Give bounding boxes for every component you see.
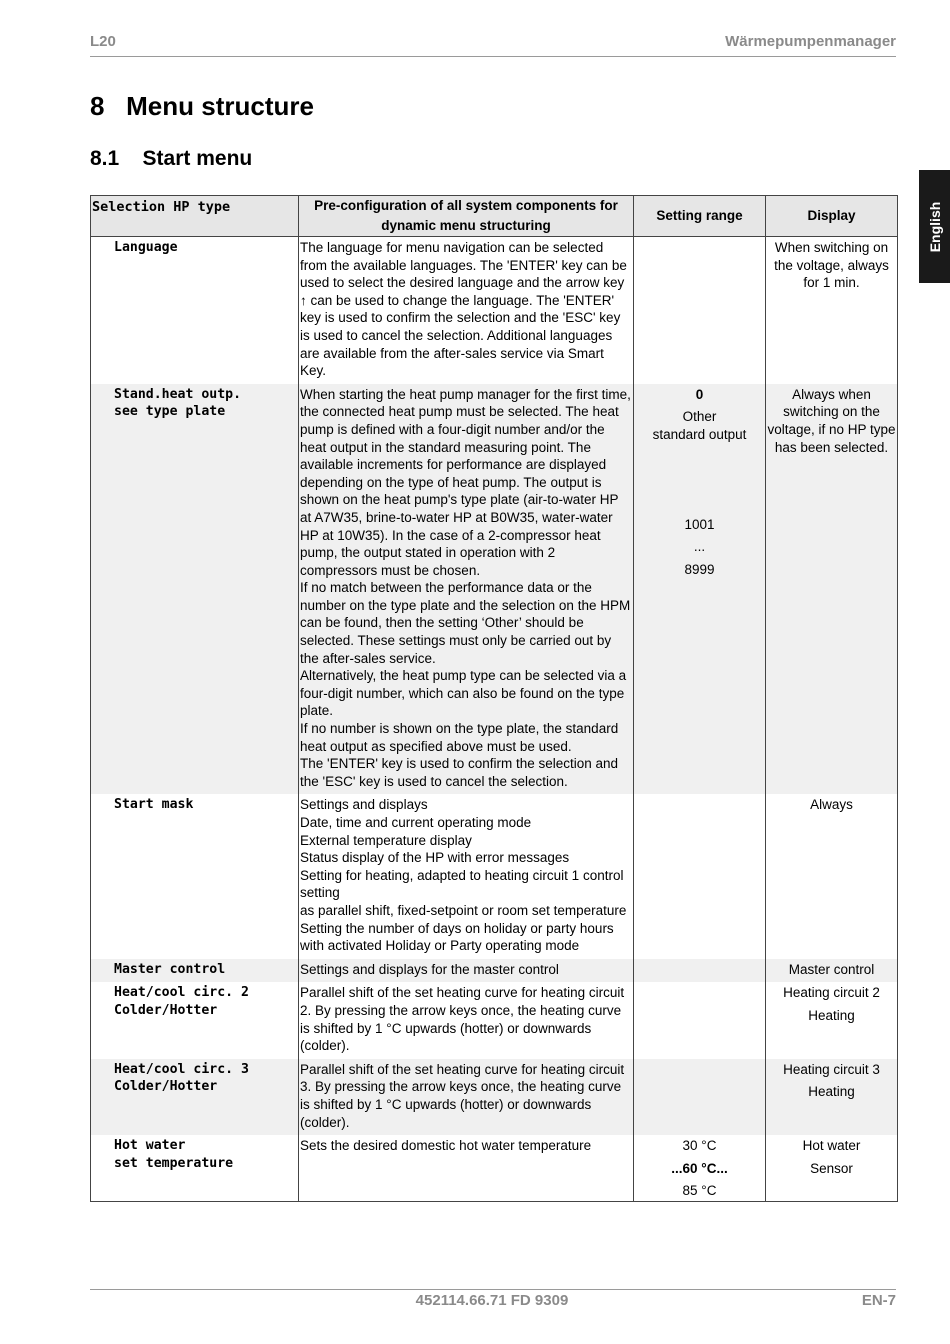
header-menu: Selection HP type — [91, 196, 299, 237]
display-cell — [766, 1059, 898, 1135]
footer-doc-number: 452114.66.71 FD 9309 — [415, 1292, 569, 1309]
table-row — [91, 959, 898, 983]
setting-value: 8999 — [684, 561, 715, 577]
chapter-title: Menu structure — [126, 91, 314, 121]
header-setting-range: Setting range — [634, 196, 766, 237]
description-cell: Settings and displays for the master control — [299, 959, 634, 983]
menu-label: Heat/cool circ. 2 — [114, 985, 249, 1001]
display-value: Heating circuit 3 — [783, 1061, 880, 1077]
menu-item-start-mask — [91, 794, 299, 958]
display-cell: Always when switching on the voltage, if no HP type has been selected. — [766, 384, 898, 795]
header-title: Wärmepumpenmanager — [725, 33, 896, 50]
display-cell: Master control — [766, 959, 898, 983]
header-product: L20 — [90, 33, 116, 50]
menu-item-language — [91, 237, 299, 384]
setting-value: ... — [693, 539, 706, 555]
table-row — [91, 384, 898, 795]
table-row — [91, 1135, 898, 1201]
menu-item-hot-water — [91, 1135, 299, 1201]
description-paragraph: If no match between the performance data or the number on the type plate and the selection on the HPM can be found, then the setting ‘Other’ should be selected. These settings must only be carried out by the after-sales service. — [300, 580, 631, 666]
description-cell: Parallel shift of the set heating curve for heating circuit 2. By pressing the arrow keys once, the heating curve is shifted by 1 °C upwards (hotter) or downwards (colder). — [299, 982, 634, 1058]
setting-cell — [634, 384, 766, 795]
setting-value: Other — [682, 409, 717, 425]
setting-cell — [634, 1135, 766, 1201]
menu-sublabel: set temperature — [114, 1155, 234, 1171]
setting-value: ...60 °C... — [671, 1160, 728, 1176]
description-paragraph: If no number is shown on the type plate, the standard heat output as specified above must be used. — [300, 721, 619, 754]
menu-sublabel: Colder/Hotter — [114, 1002, 218, 1018]
display-cell: When switching on the voltage, always for 1 min. — [766, 237, 898, 384]
menu-item-master-control — [91, 959, 299, 983]
menu-label: Stand.heat outp. — [114, 386, 242, 402]
menu-label: Language — [114, 240, 178, 255]
menu-label: Heat/cool circ. 3 — [114, 1061, 249, 1077]
header-display: Display — [766, 196, 898, 237]
display-value: Heating circuit 2 — [783, 985, 880, 1001]
setting-value: 1001 — [684, 516, 715, 532]
setting-cell — [634, 959, 766, 983]
description-cell — [299, 794, 634, 958]
display-cell — [766, 1135, 898, 1201]
header-rule — [90, 56, 896, 57]
description-paragraph: Alternatively, the heat pump type can be selected via a four-digit number, which can also be found on the type plate. — [300, 668, 627, 719]
description-cell — [299, 384, 634, 795]
description-line: Date, time and current operating mode — [300, 815, 532, 830]
display-value: Sensor — [810, 1160, 853, 1176]
description-line: Setting for heating, adapted to heating circuit 1 control setting — [300, 867, 624, 901]
setting-cell — [634, 982, 766, 1058]
setting-value: 30 °C — [682, 1138, 717, 1154]
description-cell: The language for menu navigation can be selected from the available languages. The 'ENTER' key can be used to select the desired language and the arrow key ↑ can be used to change the language. The 'ENTER' key is used to confirm the selection and the 'ESC' key is used to cancel the selection. Additional languages are available from the after-sales service via Smart Key. — [299, 237, 634, 384]
menu-item-heat-cool-circuit-3 — [91, 1059, 299, 1135]
setting-cell — [634, 237, 766, 384]
display-value: Hot water — [802, 1138, 861, 1154]
footer-rule — [90, 1289, 896, 1290]
description-line: Settings and displays — [300, 797, 428, 813]
language-side-tab — [919, 170, 950, 283]
display-cell — [766, 982, 898, 1058]
header-description: Pre-configuration of all system components for dynamic menu structuring — [299, 196, 634, 237]
display-value: Heating — [808, 1007, 855, 1023]
menu-label: Master control — [114, 961, 226, 977]
setting-value: standard output — [652, 426, 747, 442]
description-paragraph: The 'ENTER' key is used to confirm the selection and the 'ESC' key is used to cancel the selection. — [300, 756, 619, 789]
table-row — [91, 982, 898, 1058]
menu-label: Hot water — [114, 1138, 186, 1154]
description-cell: Sets the desired domestic hot water temperature — [299, 1135, 634, 1201]
description-line: External temperature display — [300, 832, 472, 848]
table-row — [91, 237, 898, 384]
description-cell: Parallel shift of the set heating curve for heating circuit 3. By pressing the arrow keys once, the heating curve is shifted by 1 °C upwards (hotter) or downwards (colder). — [299, 1059, 634, 1135]
section-number: 8.1 — [90, 147, 120, 170]
section-heading — [90, 147, 252, 171]
description-paragraph: When starting the heat pump manager for the first time, the connected heat pump must be selected. The heat pump is defined with a four-digit number and/or the heat output in the standard measuring point. The available increments for performance are displayed depending on the type of heat pump. The output is shown on the heat pump's type plate (air-to-water HP at A7W35, brine-to-water HP at B0W35, water-water HP at 10W35). In the case of a 2-compressor heat pump, the output stated in operation with 2 compressors must be chosen. — [300, 386, 631, 578]
table-header-row — [91, 196, 898, 237]
menu-sublabel: Colder/Hotter — [114, 1079, 218, 1095]
description-line: Setting the number of days on holiday or party hours with activated Holiday or Party operating mode — [300, 920, 614, 954]
table-row — [91, 1059, 898, 1135]
chapter-number: 8 — [90, 91, 105, 121]
chapter-heading — [90, 91, 314, 122]
display-cell: Always — [766, 794, 898, 958]
table-row — [91, 794, 898, 958]
description-line: as parallel shift, fixed-setpoint or room set temperature — [300, 902, 627, 918]
menu-sublabel: see type plate — [114, 404, 226, 420]
setting-cell — [634, 1059, 766, 1135]
footer-page-number: EN-7 — [861, 1292, 896, 1309]
side-tab-label: English — [926, 201, 943, 252]
section-title: Start menu — [142, 147, 253, 170]
setting-cell — [634, 794, 766, 958]
menu-item-standard-heat-output — [91, 384, 299, 795]
menu-item-heat-cool-circuit-2 — [91, 982, 299, 1058]
setting-value: 85 °C — [682, 1183, 717, 1199]
description-line: Status display of the HP with error messages — [300, 850, 570, 866]
start-menu-table — [90, 195, 898, 1202]
display-value: Heating — [808, 1084, 855, 1100]
setting-value: 0 — [695, 386, 704, 402]
menu-label: Start mask — [114, 797, 194, 813]
